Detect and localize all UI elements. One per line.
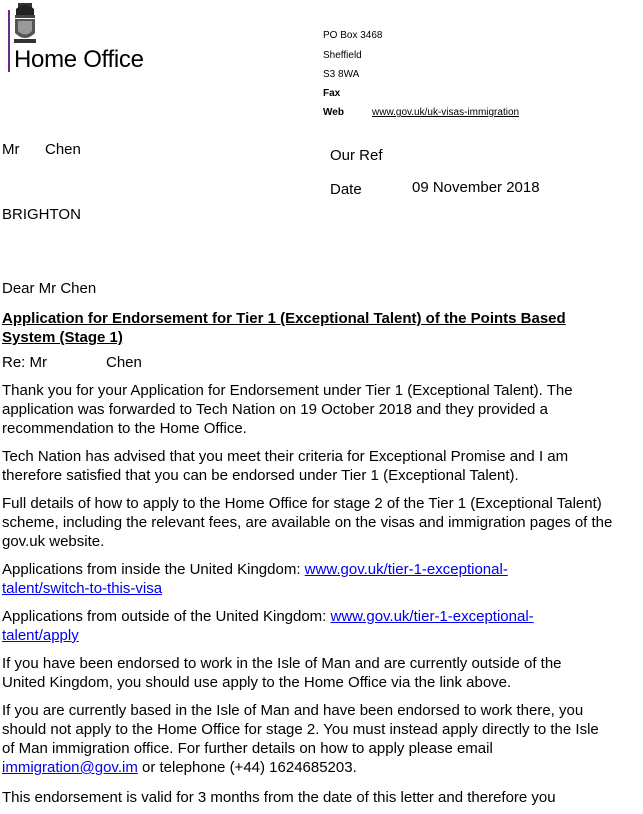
organisation-name: Home Office [14,46,144,73]
web-label: Web [323,107,344,118]
immigration-email-link[interactable]: immigration@gov.im [2,759,138,776]
recipient-surname: Chen [45,141,81,158]
isle-of-man-phone: or telephone (+44) 1624685203. [137,759,357,776]
web-link[interactable]: www.gov.uk/uk-visas-immigration [372,107,520,118]
letter-subject: Application for Endorsement for Tier 1 (Exceptional Talent) of the Points Based System (Stage 1) [2,310,566,346]
paragraph-details: Full details of how to apply to the Home Office for stage 2 of the Tier 1 (Exceptional Talent) scheme, including the relevant fees, are available on the visas and immigration pages of the gov.uk website. [2,495,613,550]
address-line-2: Sheffield [323,50,362,61]
paragraph-isle-of-man-based [2,701,614,777]
date-value: 09 November 2018 [412,179,540,196]
paragraph-validity: This endorsement is valid for 3 months from the date of this letter and therefore you [2,789,556,806]
re-label: Re: Mr [2,354,47,371]
recipient-town: BRIGHTON [2,206,81,223]
outside-uk-text: Applications from outside of the United Kingdom: [2,608,331,625]
inside-uk-text: Applications from inside the United Kingdom: [2,561,305,578]
fax-row [323,88,340,100]
address-line-3: S3 8WA [323,69,360,80]
re-name: Chen [106,354,142,371]
fax-label: Fax [323,88,341,99]
salutation: Dear Mr Chen [2,280,97,297]
address-line-1: PO Box 3468 [323,30,383,41]
our-ref-label: Our Ref [330,147,383,164]
paragraph-inside-uk [2,560,592,598]
subject-block [2,309,582,347]
recipient-title: Mr [2,141,20,158]
paragraph-acknowledgement: Thank you for your Application for Endorsement under Tier 1 (Exceptional Talent). The application was forwarded to Tech Nation on 19 October 2018 and they provided a recommendation to the Home Office. [2,382,573,437]
paragraph-isle-of-man-outside: If you have been endorsed to work in the Isle of Man and are currently outside of the United Kingdom, you should use apply to the Home Office via the link above. [2,655,562,691]
brand-rule [8,10,10,72]
paragraph-recommendation: Tech Nation has advised that you meet their criteria for Exceptional Promise and I am therefore satisfied that you can be endorsed under Tier 1 (Exceptional Talent). [2,448,569,484]
inside-uk-link[interactable]: www.gov.uk/tier-1-exceptional-talent/switch-to-this-visa [2,561,508,597]
date-label: Date [330,181,362,198]
royal-crest-icon [12,3,38,45]
paragraph-outside-uk [2,607,592,645]
outside-uk-link[interactable]: www.gov.uk/tier-1-exceptional-talent/apply [2,608,534,644]
web-row [323,107,553,119]
isle-of-man-text: If you are currently based in the Isle of Man and have been endorsed to work there, you should not apply to the Home Office for stage 2. You must instead apply directly to the Isle of Man immigration office. For further details on how to apply please email [2,702,599,757]
